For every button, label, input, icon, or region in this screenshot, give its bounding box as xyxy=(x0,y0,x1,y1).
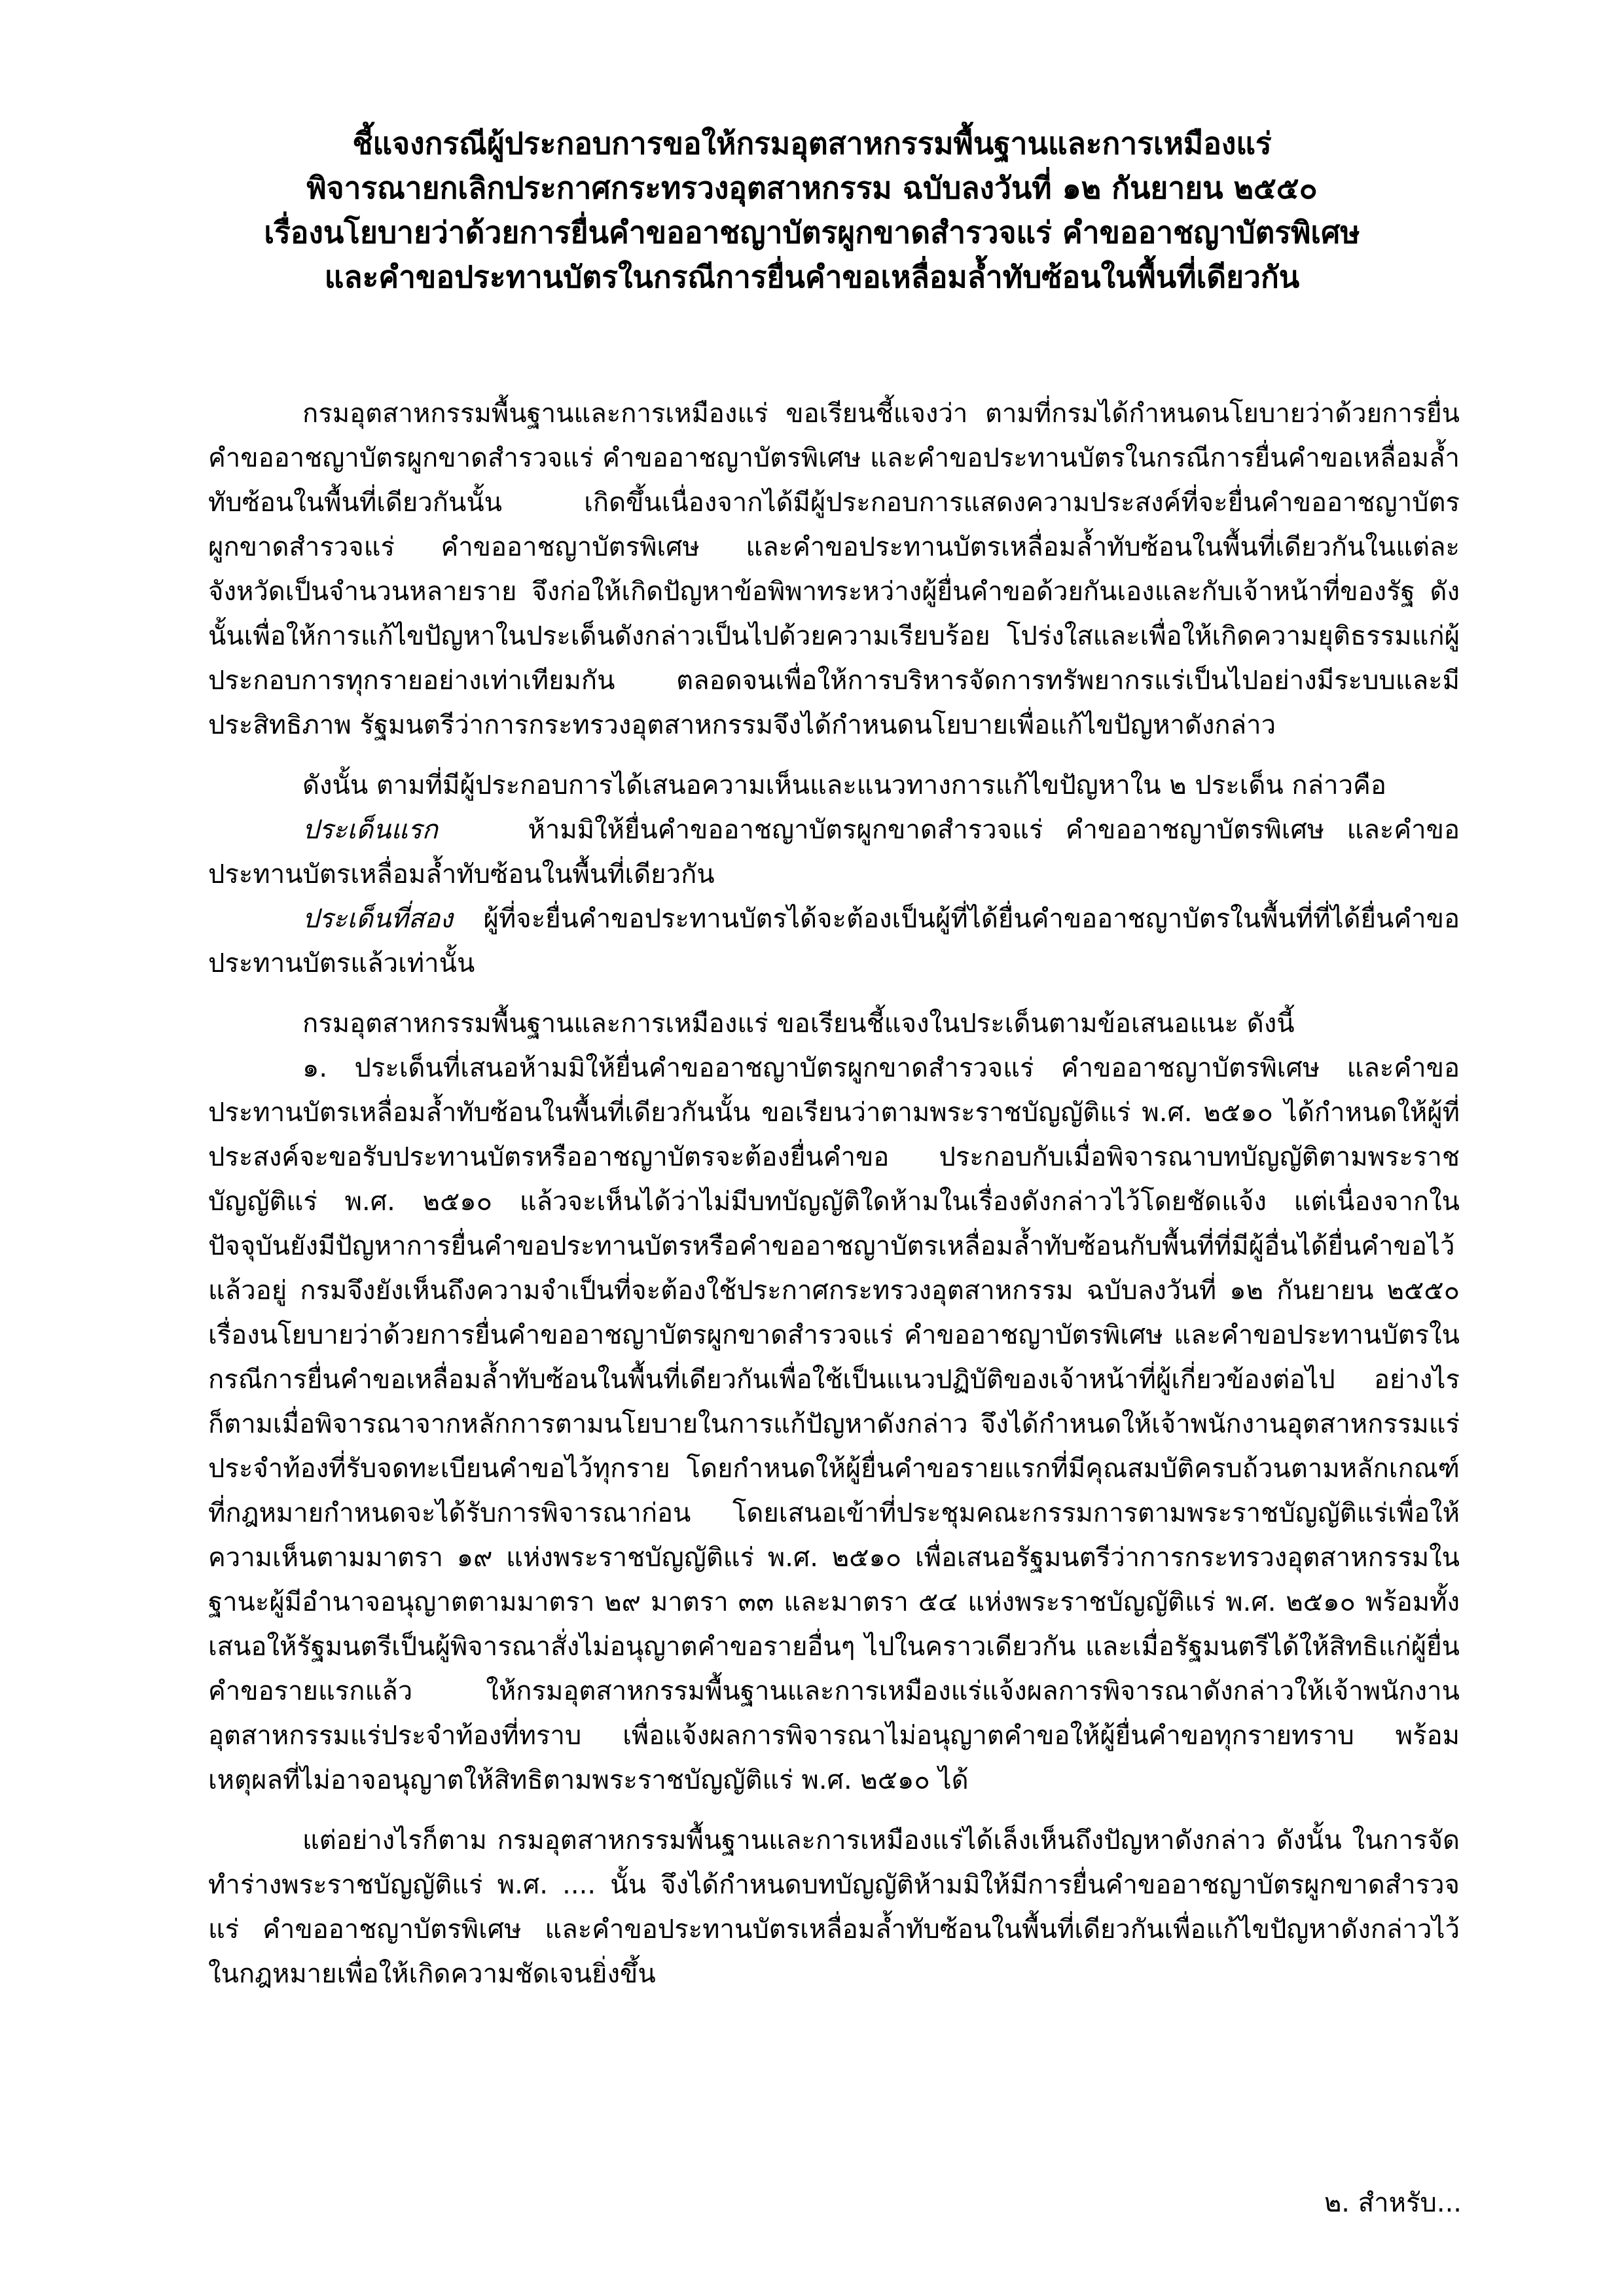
title-line-4: และคำขอประทานบัตรในกรณีการยื่นคำขอเหลื่อมล้ำทับซ้อนในพื้นที่เดียวกัน xyxy=(324,259,1300,295)
issue-second-label: ประเด็นที่สอง xyxy=(302,904,453,934)
page-continuation: ๒. สำหรับ... xyxy=(1324,2188,1462,2218)
title-line-1: ชี้แจงกรณีผู้ประกอบการขอให้กรมอุตสาหกรรมพื้นฐานและการเหมืองแร่ xyxy=(352,126,1272,161)
issue-second-text: ผู้ที่จะยื่นคำขอประทานบัตรได้จะต้องเป็นผู้ที่ได้ยื่นคำขออาชญาบัตรในพื้นที่ที่ได้ยื่นคำขอประทานบัตรแล้วเท่านั้น xyxy=(208,904,1460,978)
title-line-3: เรื่องนโยบายว่าด้วยการยื่นคำขออาชญาบัตรผูกขาดสำรวจแร่ คำขออาชญาบัตรพิเศษ xyxy=(264,215,1360,250)
paragraph-intro: กรมอุตสาหกรรมพื้นฐานและการเหมืองแร่ ขอเรียนชี้แจงว่า ตามที่กรมได้กำหนดนโยบายว่าด้วยการยื่นคำขออาชญาบัตรผูกขาดสำรวจแร่ คำขออาชญาบัตรพิเศษ และคำขอประทานบัตรในกรณีการยื่นคำขอเหลื่อมล้ำทับซ้อนในพื้นที่เดียวกันนั้น เกิดขึ้นเนื่องจากได้มีผู้ประกอบการแสดงความประสงค์ที่จะยื่นคำขออาชญาบัตรผูกขาดสำรวจแร่ คำขออาชญาบัตรพิเศษ และคำขอประทานบัตรเหลื่อมล้ำทับซ้อนในพื้นที่เดียวกันในแต่ละจังหวัดเป็นจำนวนหลายราย จึงก่อให้เกิดปัญหาข้อพิพาทระหว่างผู้ยื่นคำขอด้วยกันเองและกับเจ้าหน้าที่ของรัฐ ดังนั้นเพื่อให้การแก้ไขปัญหาในประเด็นดังกล่าวเป็นไปด้วยความเรียบร้อย โปร่งใสและเพื่อให้เกิดความยุติธรรมแก่ผู้ประกอบการทุกรายอย่างเท่าเทียมกัน ตลอดจนเพื่อให้การบริหารจัดการทรัพยากรแร่เป็นไปอย่างมีระบบและมีประสิทธิภาพ รัฐมนตรีว่าการกระทรวงอุตสาหกรรมจึงได้กำหนดนโยบายเพื่อแก้ไขปัญหาดังกล่าว xyxy=(208,399,1460,740)
document-title xyxy=(196,121,1428,299)
paragraph-issue-second xyxy=(208,897,1460,986)
paragraph-response-intro: กรมอุตสาหกรรมพื้นฐานและการเหมืองแร่ ขอเรียนชี้แจงในประเด็นตามข้อเสนอแนะ ดังนี้ xyxy=(302,1009,1295,1039)
paragraph-issue-first xyxy=(208,808,1460,897)
title-line-2: พิจารณายกเลิกประกาศกระทรวงอุตสาหกรรม ฉบับลงวันที่ ๑๒ กันยายน ๒๕๕๐ xyxy=(306,170,1318,206)
paragraph-response-1: ๑. ประเด็นที่เสนอห้ามมิให้ยื่นคำขออาชญาบัตรผูกขาดสำรวจแร่ คำขออาชญาบัตรพิเศษ และคำขอประทานบัตรเหลื่อมล้ำทับซ้อนในพื้นที่เดียวกันนั้น ขอเรียนว่าตามพระราชบัญญัติแร่ พ.ศ. ๒๕๑๐ ได้กำหนดให้ผู้ที่ประสงค์จะขอรับประทานบัตรหรืออาชญาบัตรจะต้องยื่นคำขอ ประกอบกับเมื่อพิจารณาบทบัญญัติตามพระราชบัญญัติแร่ พ.ศ. ๒๕๑๐ แล้วจะเห็นได้ว่าไม่มีบทบัญญัติใดห้ามในเรื่องดังกล่าวไว้โดยชัดแจ้ง แต่เนื่องจากในปัจจุบันยังมีปัญหาการยื่นคำขอประทานบัตรหรือคำขออาชญาบัตรเหลื่อมล้ำทับซ้อนกับพื้นที่ที่มีผู้อื่นได้ยื่นคำขอไว้แล้วอยู่ กรมจึงยังเห็นถึงความจำเป็นที่จะต้องใช้ประกาศกระทรวงอุตสาหกรรม ฉบับลงวันที่ ๑๒ กันยายน ๒๕๕๐ เรื่องนโยบายว่าด้วยการยื่นคำขออาชญาบัตรผูกขาดสำรวจแร่ คำขออาชญาบัตรพิเศษ และคำขอประทานบัตรในกรณีการยื่นคำขอเหลื่อมล้ำทับซ้อนในพื้นที่เดียวกันเพื่อใช้เป็นแนวปฏิบัติของเจ้าหน้าที่ผู้เกี่ยวข้องต่อไป อย่างไรก็ตามเมื่อพิจารณาจากหลักการตามนโยบายในการแก้ปัญหาดังกล่าว จึงได้กำหนดให้เจ้าพนักงานอุตสาหกรรมแร่ประจำท้องที่รับจดทะเบียนคำขอไว้ทุกราย โดยกำหนดให้ผู้ยื่นคำขอรายแรกที่มีคุณสมบัติครบถ้วนตามหลักเกณฑ์ที่กฎหมายกำหนดจะได้รับการพิจารณาก่อน โดยเสนอเข้าที่ประชุมคณะกรรมการตามพระราชบัญญัติแร่เพื่อให้ความเห็นตามมาตรา ๑๙ แห่งพระราชบัญญัติแร่ พ.ศ. ๒๕๑๐ เพื่อเสนอรัฐมนตรีว่าการกระทรวงอุตสาหกรรมในฐานะผู้มีอำนาจอนุญาตตามมาตรา ๒๙ มาตรา ๓๓ และมาตรา ๕๔ แห่งพระราชบัญญัติแร่ พ.ศ. ๒๕๑๐ พร้อมทั้งเสนอให้รัฐมนตรีเป็นผู้พิจารณาสั่งไม่อนุญาตคำขอรายอื่นๆ ไปในคราวเดียวกัน และเมื่อรัฐมนตรีได้ให้สิทธิแก่ผู้ยื่นคำขอรายแรกแล้ว ให้กรมอุตสาหกรรมพื้นฐานและการเหมืองแร่แจ้งผลการพิจารณาดังกล่าวให้เจ้าพนักงานอุตสาหกรรมแร่ประจำท้องที่ทราบ เพื่อแจ้งผลการพิจารณาไม่อนุญาตคำขอให้ผู้ยื่นคำขอทุกรายทราบ พร้อมเหตุผลที่ไม่อาจอนุญาตให้สิทธิตามพระราชบัญญัติแร่ พ.ศ. ๒๕๑๐ ได้ xyxy=(208,1053,1460,1795)
issue-first-label: ประเด็นแรก xyxy=(302,815,438,845)
paragraph-conclusion: แต่อย่างไรก็ตาม กรมอุตสาหกรรมพื้นฐานและการเหมืองแร่ได้เล็งเห็นถึงปัญหาดังกล่าว ดังนั้น ในการจัดทำร่างพระราชบัญญัติแร่ พ.ศ. .... นั้น จึงได้กำหนดบทบัญญัติห้ามมิให้มีการยื่นคำขออาชญาบัตรผูกขาดสำรวจแร่ คำขออาชญาบัตรพิเศษ และคำขอประทานบัตรเหลื่อมล้ำทับซ้อนในพื้นที่เดียวกันเพื่อแก้ไขปัญหาดังกล่าวไว้ในกฎหมายเพื่อให้เกิดความชัดเจนยิ่งขึ้น xyxy=(208,1825,1460,1989)
document-body xyxy=(208,391,1460,1996)
issue-first-text: ห้ามมิให้ยื่นคำขออาชญาบัตรผูกขาดสำรวจแร่ คำขออาชญาบัตรพิเศษ และคำขอประทานบัตรเหลื่อมล้ำทับซ้อนในพื้นที่เดียวกัน xyxy=(208,815,1460,889)
paragraph-proposals-intro: ดังนั้น ตามที่มีผู้ประกอบการได้เสนอความเห็นและแนวทางการแก้ไขปัญหาใน ๒ ประเด็น กล่าวคือ xyxy=(302,770,1386,800)
